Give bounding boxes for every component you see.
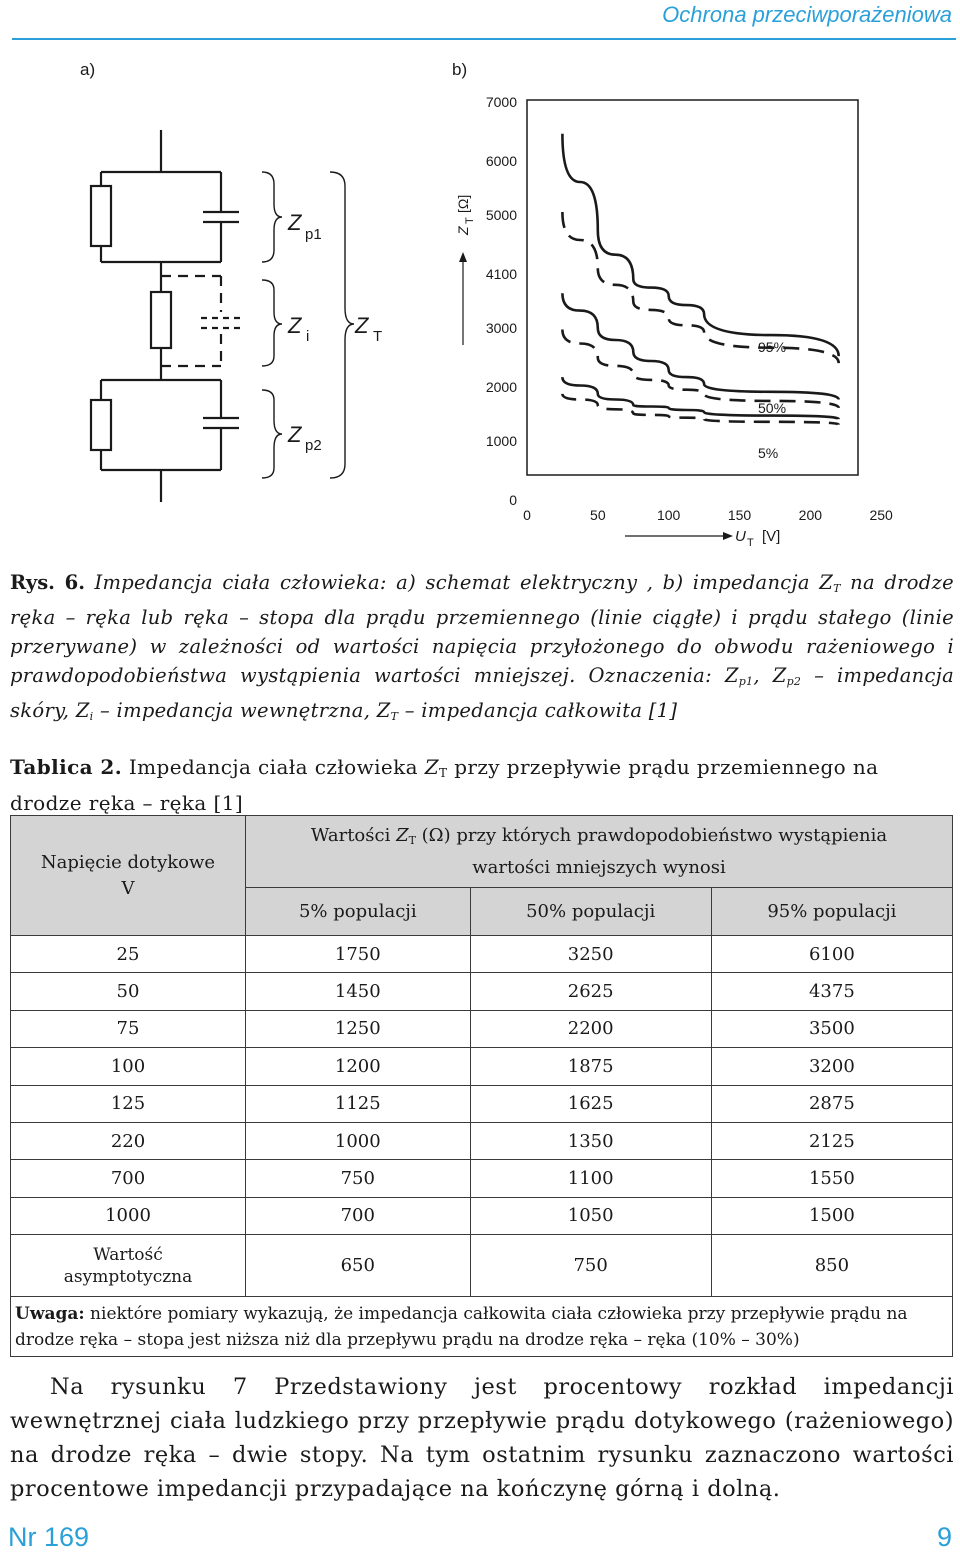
zp2-label: Z — [288, 422, 302, 447]
group-header-text: Wartości — [310, 825, 397, 846]
table-row — [11, 1122, 953, 1159]
series-label: 95% — [758, 339, 787, 355]
figure-b-label: b) — [452, 60, 468, 79]
series-line-dashed — [562, 330, 838, 408]
series-line-dashed — [562, 212, 838, 363]
group-header-text: (Ω) przy których prawdopodobieństwo wystąpienia — [415, 825, 888, 846]
x-axis-label-sub: T — [747, 537, 754, 549]
caption-text: Impedancja ciała człowieka: a) schemat elektryczny , b) impedancja — [85, 571, 820, 594]
caption-zi-sub: i — [89, 710, 94, 723]
caption-zt: Z — [819, 571, 834, 594]
group-header-z-sub: T — [408, 834, 416, 847]
table-row — [11, 936, 953, 973]
table-cell: 25 — [11, 936, 246, 973]
y-axis-label: Z — [455, 226, 471, 235]
table-cell: 750 — [470, 1235, 711, 1297]
zi-label: Z — [288, 313, 302, 338]
caption-zp2: Z — [772, 664, 787, 687]
table-cell: 75 — [11, 1010, 246, 1047]
x-axis-unit: [V] — [762, 528, 781, 545]
y-tick-label: 1000 — [485, 433, 517, 449]
values-group-header — [246, 816, 953, 888]
table-note — [11, 1297, 953, 1357]
body-paragraph-text: Na rysunku 7 Przedstawiony jest procentowy rozkład impedancji wewnętrznej ciała ludzkiego przy przepływie prądu dotykowego (rażeniowego) na drodze ręka – dwie stopy. Na tym ostatnim rysunku zaznaczono wartości procentowe impedancji przypadające na kończynę górną i dolną. — [10, 1374, 954, 1502]
table-title-text: Impedancja ciała człowieka — [122, 755, 425, 779]
note-row — [11, 1297, 953, 1357]
table-cell: 1000 — [11, 1197, 246, 1234]
table-cell: 2625 — [470, 973, 711, 1010]
table-row — [11, 1160, 953, 1197]
table-cell: 3250 — [470, 936, 711, 973]
y-tick-label: 7000 — [485, 94, 517, 110]
caption-zi: Z — [75, 699, 90, 722]
x-tick-label: 100 — [656, 507, 681, 523]
table-cell: 1750 — [246, 936, 471, 973]
y-tick-label: 0 — [509, 492, 517, 508]
table-cell: 1625 — [470, 1085, 711, 1122]
table-row — [11, 973, 953, 1010]
asymptotic-label-line: asymptotyczna — [63, 1266, 193, 1287]
voltage-header-unit: V — [121, 877, 135, 899]
table-cell: 4375 — [711, 973, 952, 1010]
table-row — [11, 1048, 953, 1085]
caption-zp1: Z — [724, 664, 739, 687]
table-row — [11, 1085, 953, 1122]
table-cell: 1550 — [711, 1160, 952, 1197]
x-tick-label: 150 — [727, 507, 752, 523]
table-cell: 1350 — [470, 1122, 711, 1159]
table-title — [10, 752, 954, 818]
caption-text: – impedancja skóry, — [10, 664, 955, 722]
caption-text: – impedancja całkowita [1] — [398, 699, 678, 722]
table-cell: 1500 — [711, 1197, 952, 1234]
table-cell: 1100 — [470, 1160, 711, 1197]
table-cell: 3200 — [711, 1048, 952, 1085]
x-tick-label: 0 — [523, 507, 531, 523]
table-cell: 1200 — [246, 1048, 471, 1085]
zp1-label: Z — [288, 210, 302, 235]
table-cell: 2200 — [470, 1010, 711, 1047]
body-paragraph — [10, 1370, 954, 1506]
table-title-z: Z — [424, 755, 440, 779]
table-row — [11, 1010, 953, 1047]
caption-lead: Rys. 6. — [10, 571, 86, 594]
table-cell: 1875 — [470, 1048, 711, 1085]
note-lead: Uwaga: — [15, 1303, 85, 1324]
y-tick-label: 5000 — [485, 207, 517, 223]
table-title-text: przy przepływie prądu przemiennego na drodze ręka – ręka [1] — [10, 755, 879, 815]
x-axis-arrowhead — [723, 532, 733, 540]
issue-number: Nr 169 — [8, 1522, 90, 1552]
zi-sub: i — [306, 328, 310, 345]
page-number: 9 — [936, 1522, 952, 1552]
header-divider — [12, 38, 956, 40]
impedance-chart — [440, 80, 910, 555]
caption-zp1-sub: p1 — [738, 675, 754, 688]
caption-zt2: Z — [376, 699, 391, 722]
caption-zt2-sub: T — [390, 710, 399, 723]
zt-label: Z — [355, 313, 369, 338]
zp2-sub: p2 — [305, 437, 322, 454]
series-line-solid — [562, 377, 838, 419]
table-cell: 1050 — [470, 1197, 711, 1234]
table-cell: 125 — [11, 1085, 246, 1122]
zt-sub: T — [373, 328, 383, 345]
voltage-header — [11, 816, 246, 936]
impedance-table — [10, 815, 953, 1357]
y-axis-unit: [Ω] — [455, 194, 471, 213]
table-cell: 6100 — [711, 936, 952, 973]
caption-sep: , — [753, 664, 773, 687]
table-cell: 1250 — [246, 1010, 471, 1047]
table-title-z-sub: T — [439, 766, 448, 780]
voltage-header-label: Napięcie dotykowe — [40, 851, 216, 873]
zp1-sub: p1 — [305, 226, 322, 243]
y-tick-label: 3000 — [485, 320, 517, 336]
series-label: 50% — [758, 400, 787, 416]
table-cell: 700 — [246, 1197, 471, 1234]
y-axis-arrowhead — [459, 252, 467, 262]
header-title: Ochrona przeciwporażeniowa — [662, 2, 952, 27]
series-line-solid — [562, 134, 838, 356]
x-tick-label: 50 — [590, 507, 606, 523]
asymptotic-label — [11, 1235, 246, 1297]
table-cell: 1450 — [246, 973, 471, 1010]
x-axis-label: U — [735, 528, 746, 545]
asymptotic-row — [11, 1235, 953, 1297]
y-axis-label-sub: T — [464, 217, 476, 224]
table-cell: 1125 — [246, 1085, 471, 1122]
figure-caption — [10, 568, 954, 731]
table-cell: 50 — [11, 973, 246, 1010]
sub-header-50: 50% populacji — [470, 888, 711, 936]
y-tick-label: 6000 — [485, 153, 517, 169]
table-cell: 3500 — [711, 1010, 952, 1047]
note-text: niektóre pomiary wykazują, że impedancja całkowita ciała człowieka przy przepływie prądu na drodze ręka – stopa jest niższa niż dla przepływu prądu na drodze ręka – ręka (10% – 30%) — [15, 1303, 908, 1350]
series-label: 5% — [758, 445, 779, 461]
figure-a-label: a) — [80, 60, 96, 79]
sub-header-95: 95% populacji — [711, 888, 952, 936]
y-tick-label: 4100 — [485, 266, 517, 282]
table-row — [11, 1197, 953, 1234]
group-header-text: wartości mniejszych wynosi — [472, 857, 726, 878]
table-cell: 2125 — [711, 1122, 952, 1159]
table-cell: 850 — [711, 1235, 952, 1297]
caption-text: na drodze ręka – ręka lub ręka – stopa dla prądu przemiennego (linie ciągłe) i prądu stałego (linie przerywane) w zależności od wartości napięcia przyłożonego do obwodu rażeniowego i prawdopodobieństwa wystąpienia wartości mniejszej. Oznaczenia: — [10, 571, 955, 687]
group-header-z: Z — [396, 825, 409, 846]
table-cell: 1000 — [246, 1122, 471, 1159]
sub-header-5: 5% populacji — [246, 888, 471, 936]
table-cell: 700 — [11, 1160, 246, 1197]
x-tick-label: 200 — [798, 507, 823, 523]
y-tick-label: 2000 — [485, 379, 517, 395]
caption-zp2-sub: p2 — [786, 675, 802, 688]
table-cell: 650 — [246, 1235, 471, 1297]
caption-zt-sub: T — [833, 582, 841, 595]
table-cell: 220 — [11, 1122, 246, 1159]
table-cell: 100 — [11, 1048, 246, 1085]
caption-text: – impedancja wewnętrzna, — [93, 699, 377, 722]
table-cell: 2875 — [711, 1085, 952, 1122]
table-title-lead: Tablica 2. — [10, 755, 123, 779]
table-cell: 750 — [246, 1160, 471, 1197]
x-tick-label: 250 — [869, 507, 893, 523]
asymptotic-label-line: Wartość — [93, 1244, 163, 1265]
circuit-diagram — [60, 90, 460, 560]
